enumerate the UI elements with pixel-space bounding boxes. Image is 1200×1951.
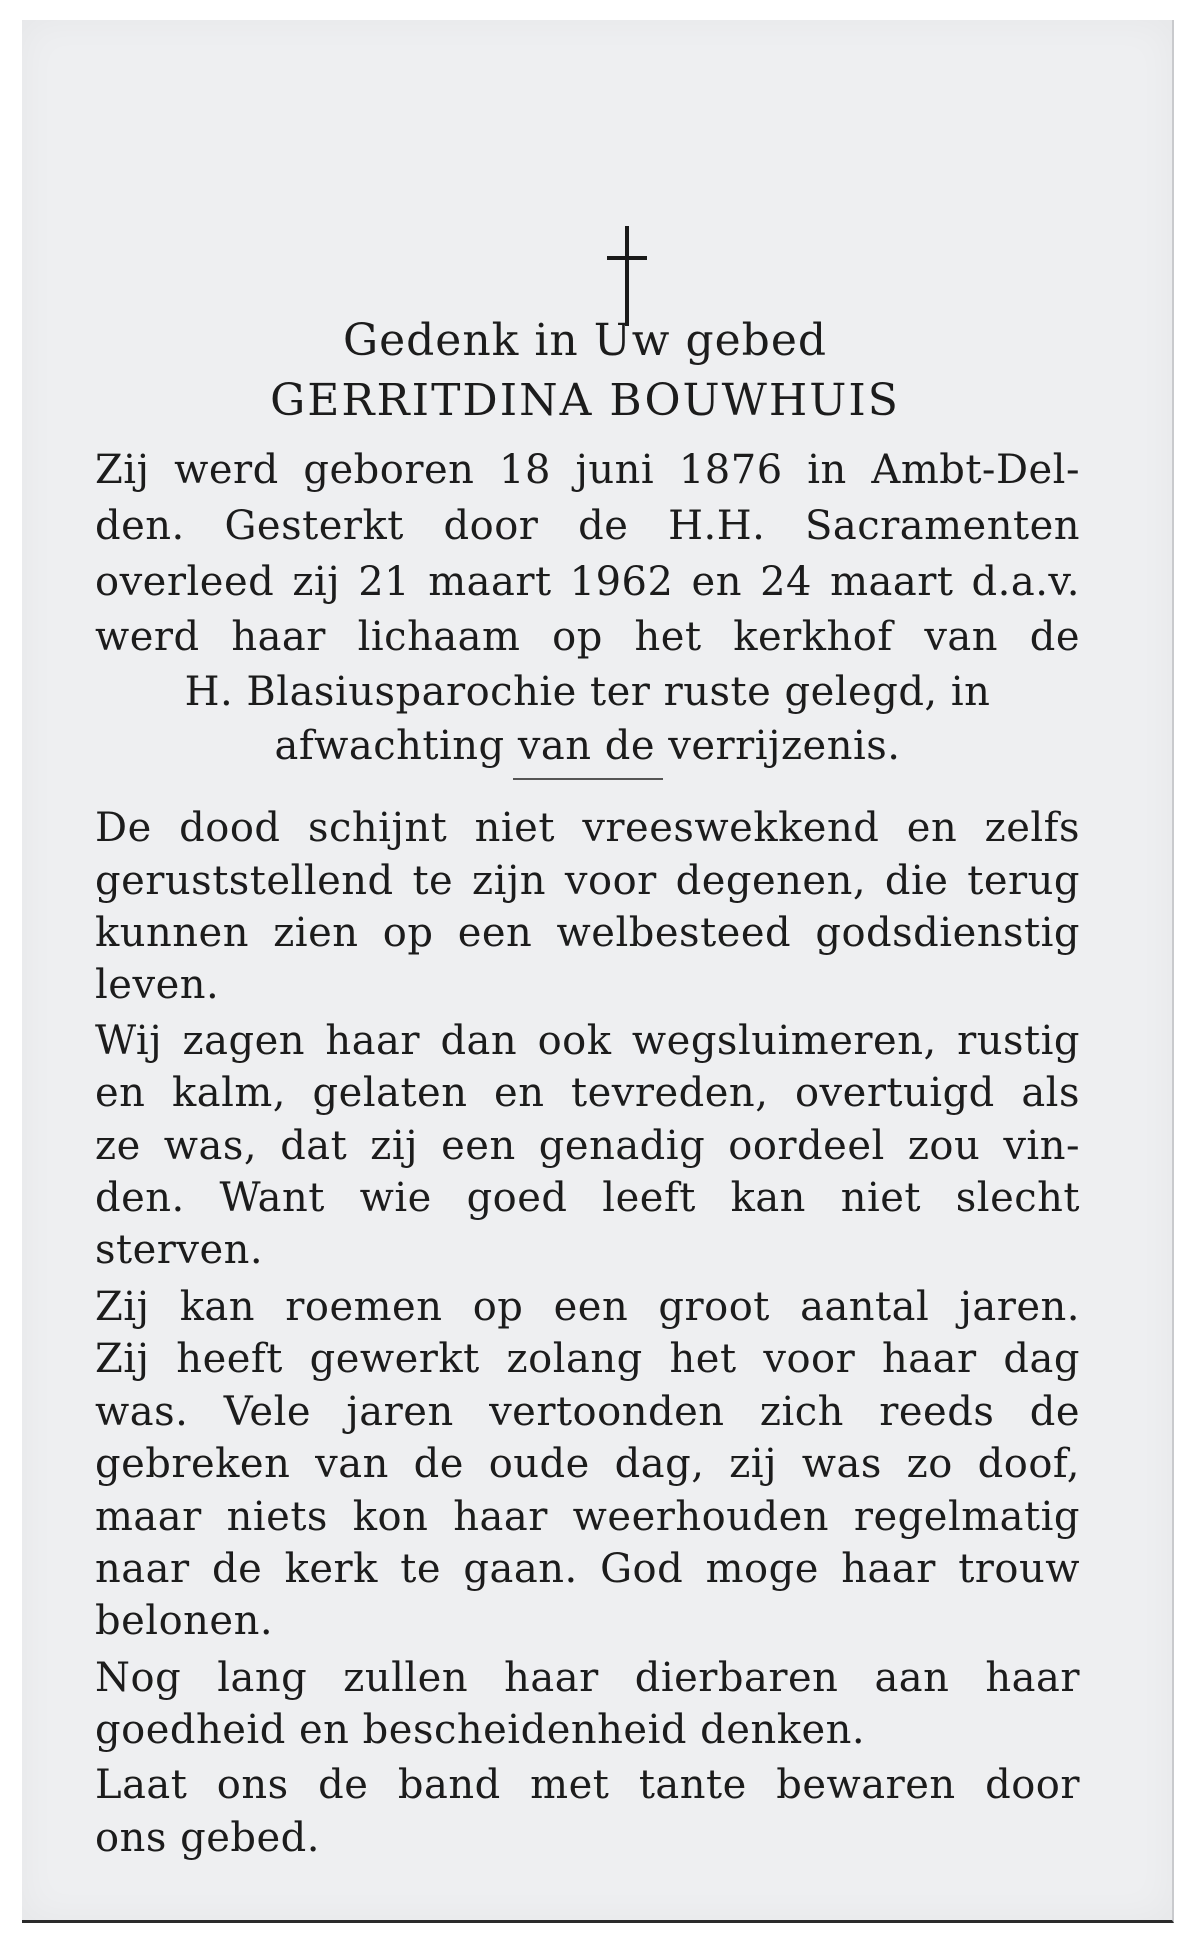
body-line: De dood schijnt niet vreeswekkend en zelfs xyxy=(95,805,1080,851)
body-line: maar niets kon haar weerhouden regelmatig xyxy=(95,1494,1080,1540)
body-line: Wij zagen haar dan ook wegsluimeren, rustig xyxy=(95,1018,1080,1064)
body-line: den. Want wie goed leeft kan niet slecht xyxy=(95,1175,1080,1221)
body-line: leven. xyxy=(95,962,220,1008)
body-line: Zij kan roemen op een groot aantal jaren. xyxy=(95,1284,1080,1330)
body-line: geruststellend te zijn voor degenen, die terug xyxy=(95,858,1080,904)
body-line: Laat ons de band met tante bewaren door xyxy=(95,1762,1080,1808)
divider xyxy=(513,778,663,780)
body-line: goedheid en bescheidenheid denken. xyxy=(95,1707,866,1753)
body-line: sterven. xyxy=(95,1227,264,1273)
bio-line: overleed zij 21 maart 1962 en 24 maart d.a.v. xyxy=(95,559,1080,605)
bio-line: afwachting van de verrijzenis. xyxy=(274,723,901,769)
body-line: Zij heeft gewerkt zolang het voor haar dag xyxy=(95,1336,1080,1382)
deceased-name: GERRITDINA BOUWHUIS xyxy=(270,375,900,426)
body-line: en kalm, gelaten en tevreden, overtuigd als xyxy=(95,1070,1080,1116)
intro-text: Gedenk in Uw gebed xyxy=(342,315,828,366)
bio-line: H. Blasiusparochie ter ruste gelegd, in xyxy=(184,669,991,715)
body-line: Nog lang zullen haar dierbaren aan haar xyxy=(95,1655,1080,1701)
body-line: kunnen zien op een welbesteed godsdienstig xyxy=(95,910,1080,956)
body-line: ze was, dat zij een genadig oordeel zou vin- xyxy=(95,1123,1080,1169)
body-line: was. Vele jaren vertoonden zich reeds de xyxy=(95,1389,1080,1435)
body-line: gebreken van de oude dag, zij was zo doof, xyxy=(95,1441,1080,1487)
bio-line: werd haar lichaam op het kerkhof van de xyxy=(95,614,1080,660)
body-line: ons gebed. xyxy=(95,1815,320,1861)
bio-line: Zij werd geboren 18 juni 1876 in Ambt-Del- xyxy=(95,447,1080,493)
bio-line: den. Gesterkt door de H.H. Sacramenten xyxy=(95,503,1080,549)
body-line: belonen. xyxy=(95,1598,274,1644)
body-line: naar de kerk te gaan. God moge haar trouw xyxy=(95,1546,1080,1592)
cross-icon xyxy=(607,226,647,326)
